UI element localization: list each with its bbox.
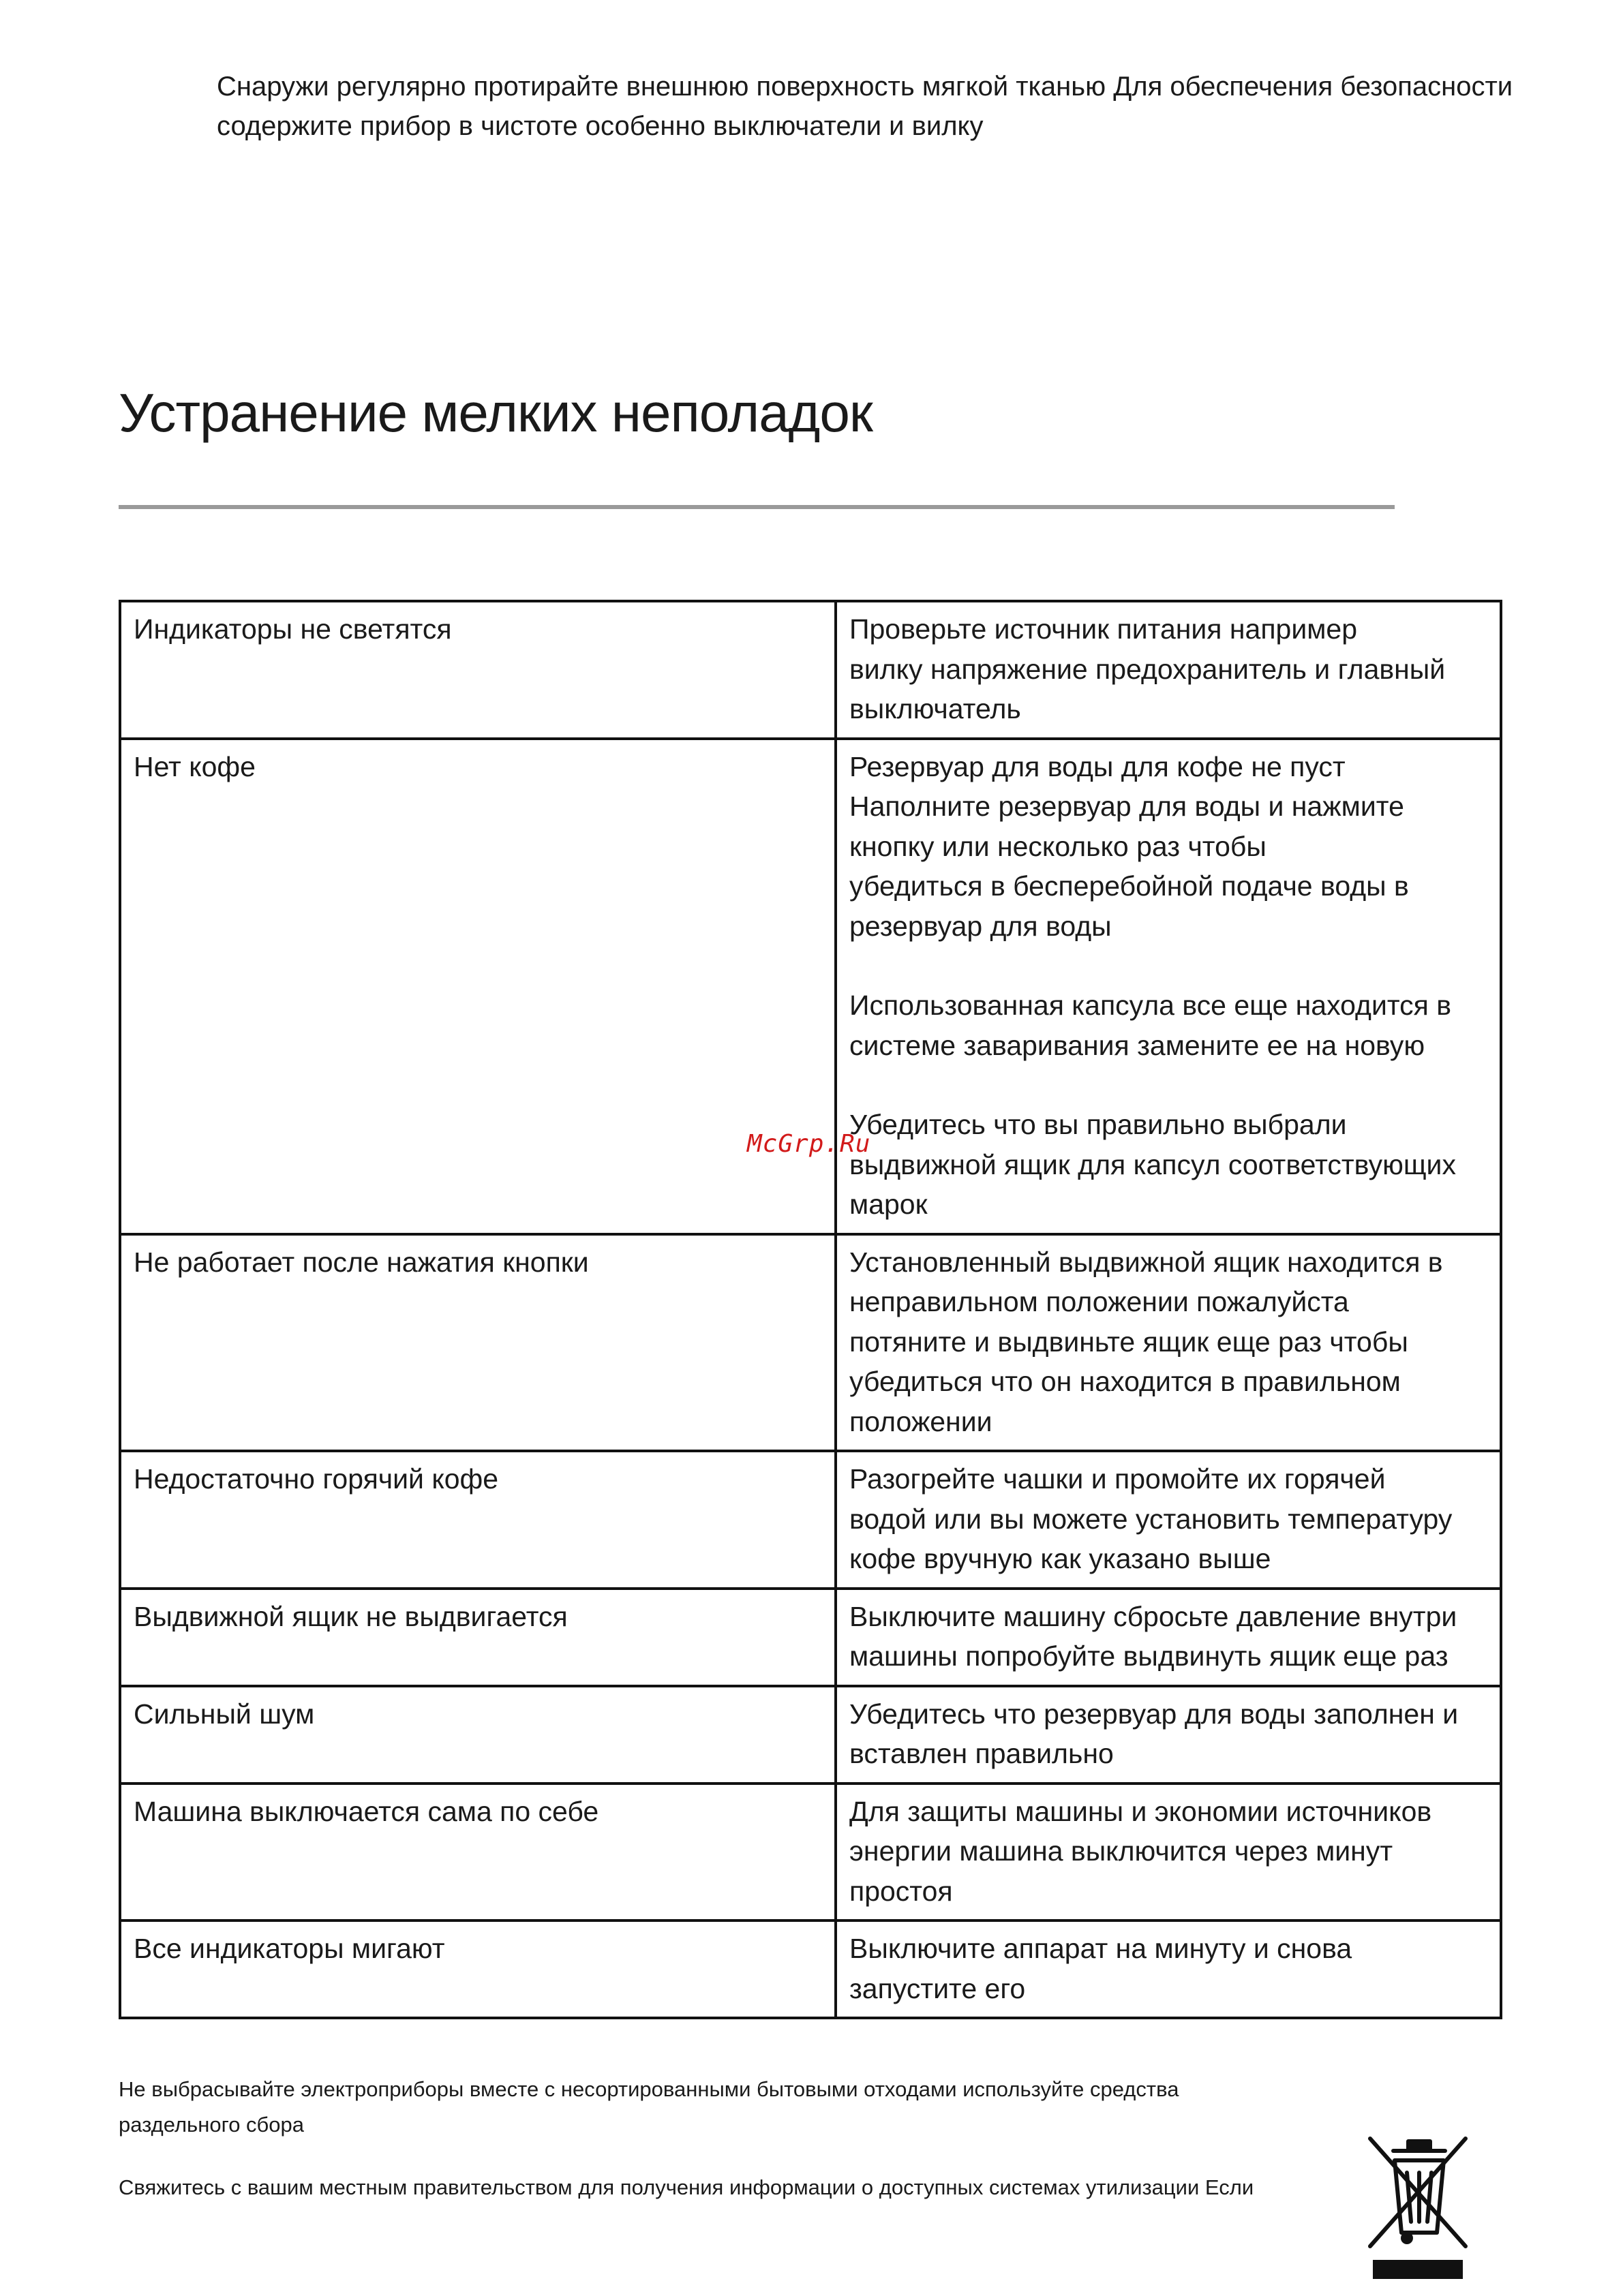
solution-cell <box>836 1784 1501 1921</box>
problem-cell: Машина выключается сама по себе <box>120 1784 836 1921</box>
solution-paragraph: Проверьте источник питания например вилку напряжение предохранитель и главный выключатель <box>849 613 1446 724</box>
table-row <box>120 1784 1501 1921</box>
problem-cell: Сильный шум <box>120 1686 836 1784</box>
solution-cell <box>836 1686 1501 1784</box>
solution-cell <box>836 1234 1501 1452</box>
table-row <box>120 601 1501 739</box>
crossed-out-wheelie-bin-icon <box>1363 2130 1472 2280</box>
problem-cell: Выдвижной ящик не выдвигается <box>120 1589 836 1686</box>
solution-cell <box>836 601 1501 739</box>
table-row <box>120 1920 1501 2018</box>
table-row <box>120 1451 1501 1589</box>
intro-paragraph: Снаружи регулярно протирайте внешнюю поверхность мягкой тканью Для обеспечения безопасности содержите прибор в чистоте особенно выключатели и вилку <box>217 72 1513 141</box>
table-row <box>120 1234 1501 1452</box>
contact-note: Свяжитесь с вашим местным правительством для получения информации о доступных системах утилизации Если <box>119 2175 1254 2199</box>
solution-paragraph: Установленный выдвижной ящик находится в неправильном положении пожалуйста потяните и выдвиньте ящик еще раз чтобы убедиться что он находится в правильном положении <box>849 1246 1443 1437</box>
disposal-note: Не выбрасывайте электроприборы вместе с несортированными бытовыми отходами используйте средства раздельного сбора <box>119 2077 1179 2137</box>
table-row <box>120 1589 1501 1686</box>
title-divider <box>119 505 1395 509</box>
solution-paragraph: Выключите машину сбросьте давление внутри машины попробуйте выдвинуть ящик еще раз <box>849 1600 1457 1672</box>
troubleshooting-table <box>119 600 1502 2019</box>
section-title: Устранение мелких неполадок <box>119 382 873 443</box>
solution-cell <box>836 1451 1501 1589</box>
solution-paragraph: Убедитесь что резервуар для воды заполнен и вставлен правильно <box>849 1698 1459 1769</box>
table-row <box>120 1686 1501 1784</box>
problem-cell: Не работает после нажатия кнопки <box>120 1234 836 1452</box>
solution-cell <box>836 1589 1501 1686</box>
problem-cell: Индикаторы не светятся <box>120 601 836 739</box>
watermark: McGrp.Ru <box>747 1130 871 1158</box>
table-row <box>120 739 1501 1234</box>
solution-paragraph: Использованная капсула все еще находится в системе заваривания замените ее на новую <box>849 990 1452 1061</box>
solution-paragraph: Убедитесь что вы правильно выбрали выдвижной ящик для капсул соответствующих марок <box>849 1109 1456 1220</box>
solution-cell <box>836 1920 1501 2018</box>
solution-paragraph: Разогрейте чашки и промойте их горячей водой или вы можете установить температуру кофе вручную как указано выше <box>849 1463 1453 1574</box>
problem-cell: Недостаточно горячий кофе <box>120 1451 836 1589</box>
solution-paragraph: Выключите аппарат на минуту и снова запустите его <box>849 1933 1352 2004</box>
solution-cell <box>836 739 1501 1234</box>
solution-paragraph: Резервуар для воды для кофе не пуст Наполните резервуар для воды и нажмите кнопку или несколько раз чтобы убедиться в бесперебойной подаче воды в резервуар для воды <box>849 750 1409 942</box>
problem-cell: Все индикаторы мигают <box>120 1920 836 2018</box>
solution-paragraph: Для защиты машины и экономии источников энергии машина выключится через минут простоя <box>849 1795 1432 1907</box>
problem-cell: Нет кофе <box>120 739 836 1234</box>
